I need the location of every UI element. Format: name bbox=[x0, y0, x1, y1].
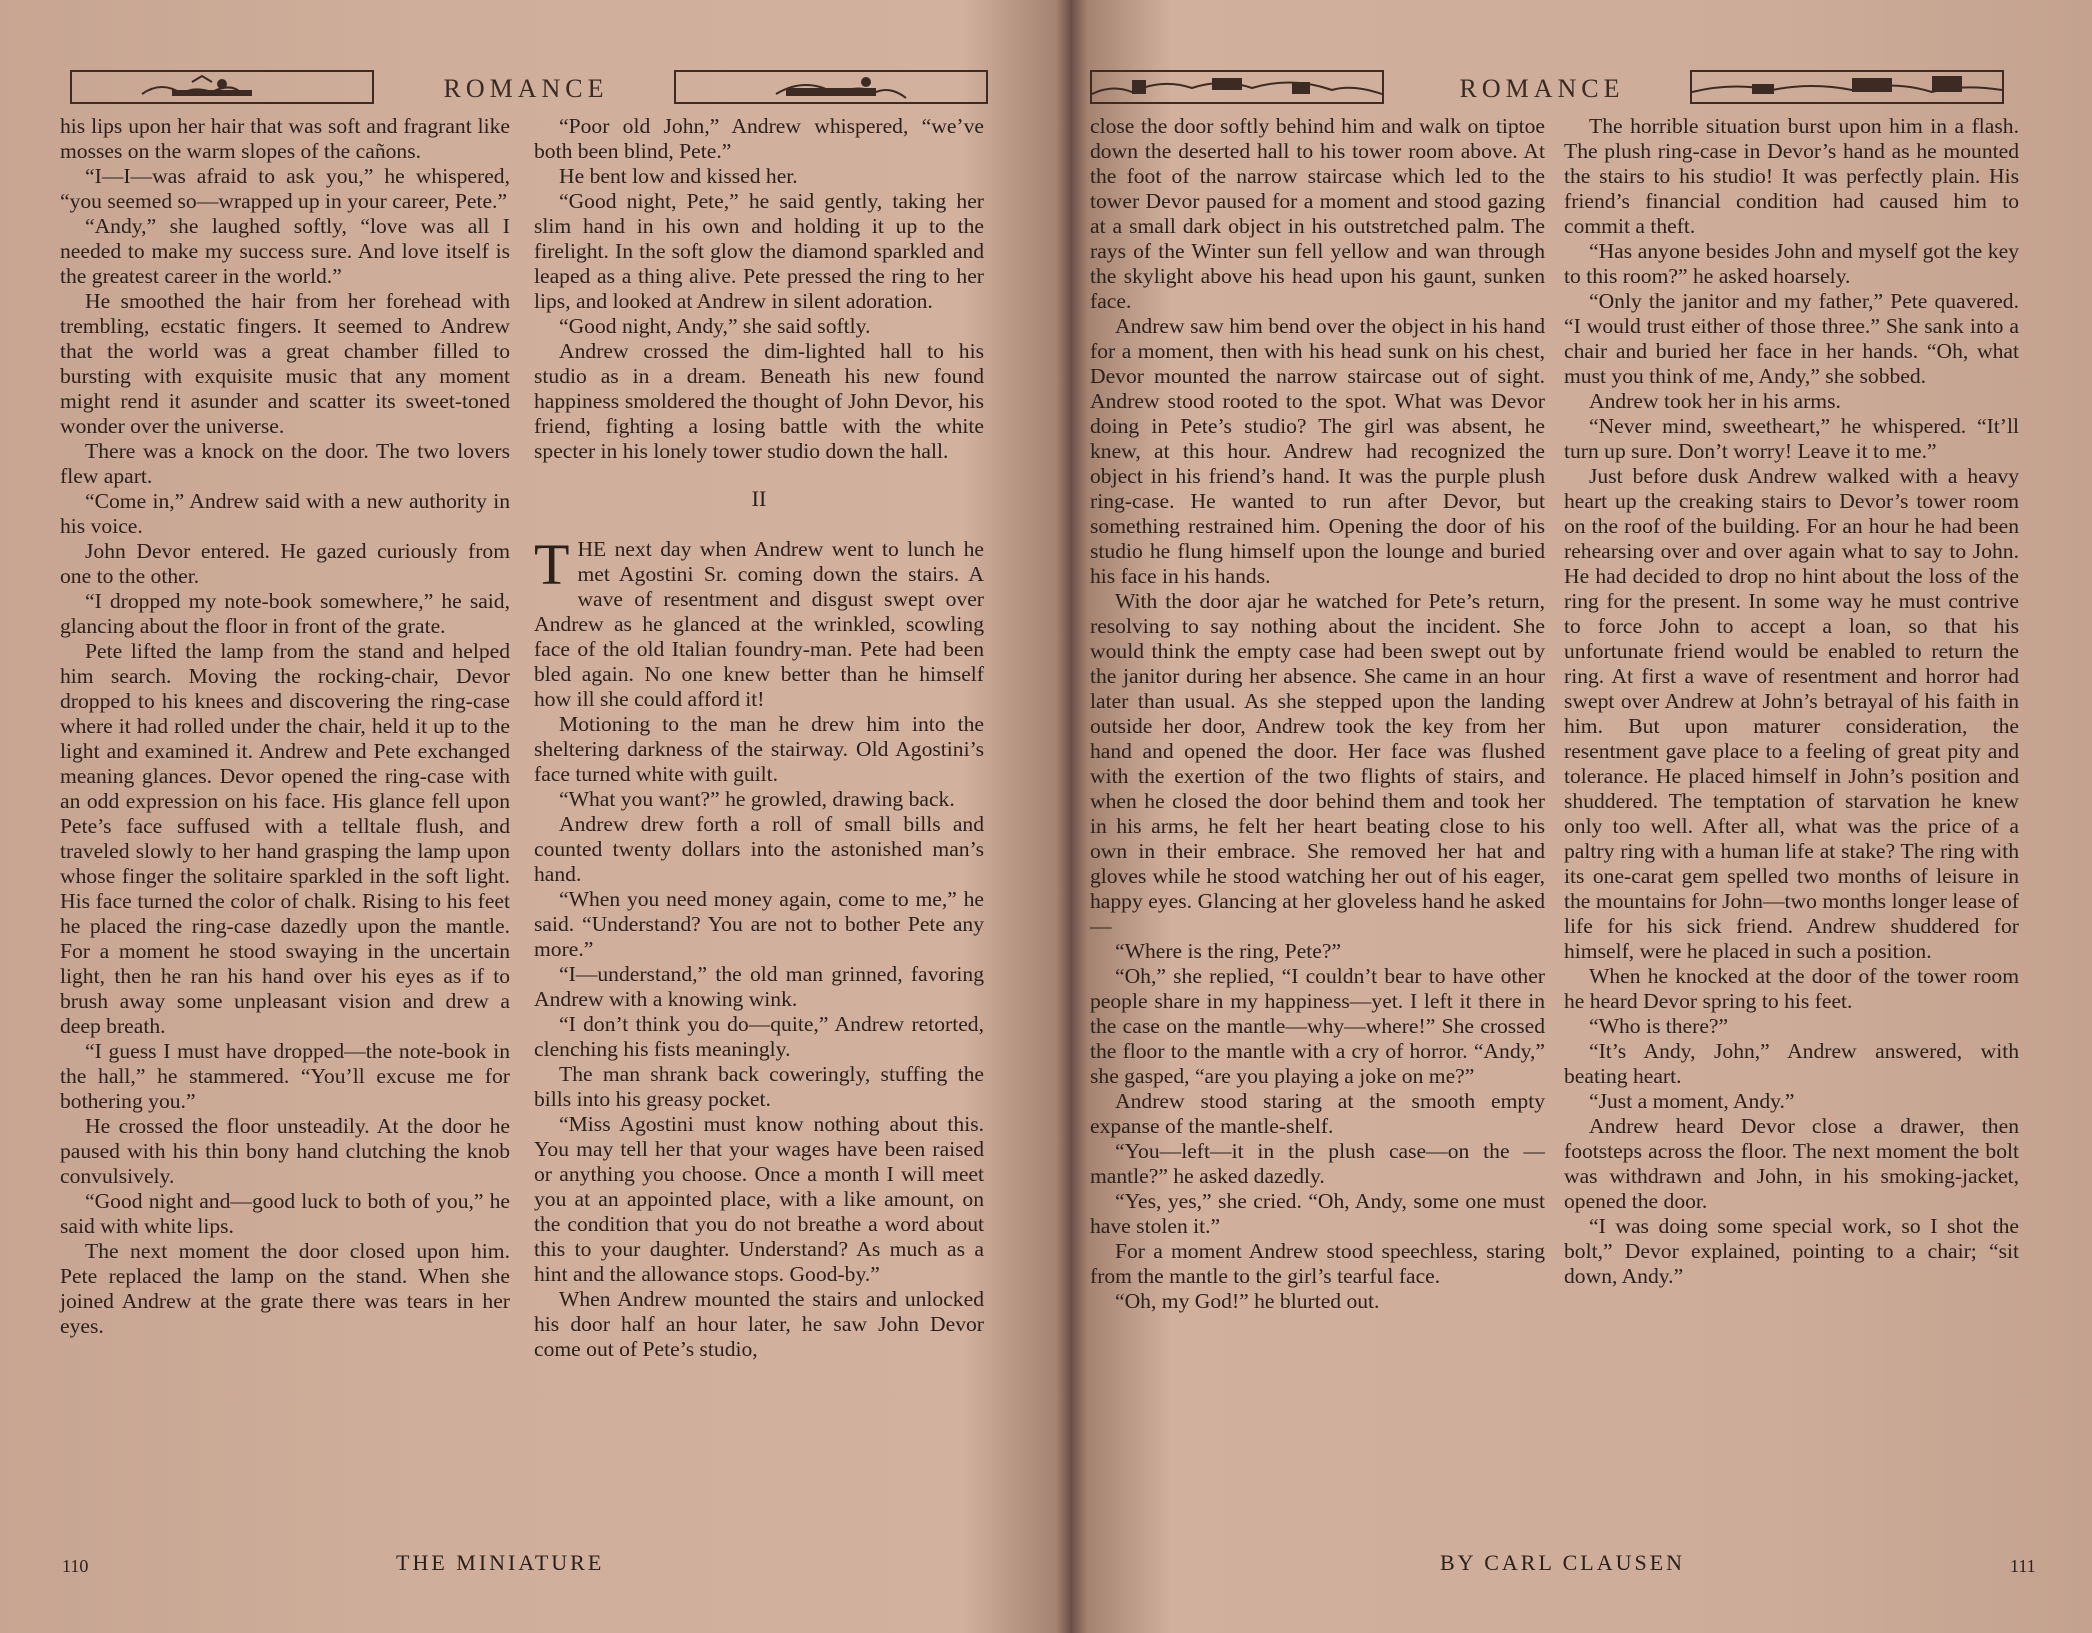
paragraph: “I—understand,” the old man grinned, favoring Andrew with a knowing wink. bbox=[534, 962, 984, 1011]
section-heading: II bbox=[751, 486, 767, 511]
right-column-2 bbox=[1564, 114, 2019, 1289]
paragraph: For a moment Andrew stood speechless, staring from the mantle to the girl’s tearful face. bbox=[1090, 1239, 1545, 1288]
left-running-head bbox=[0, 64, 1032, 114]
left-column-1 bbox=[60, 114, 510, 1339]
left-header-ornament-2 bbox=[674, 70, 988, 104]
paragraph: There was a knock on the door. The two lovers flew apart. bbox=[60, 439, 510, 488]
paragraph: “I was doing some special work, so I shot the bolt,” Devor explained, pointing to a chair; “sit down, Andy.” bbox=[1564, 1214, 2019, 1288]
paragraph: “It’s Andy, John,” Andrew answered, with beating heart. bbox=[1564, 1039, 2019, 1088]
paragraph: “Has anyone besides John and myself got the key to this room?” he asked hoarsely. bbox=[1564, 239, 2019, 288]
paragraph: With the door ajar he watched for Pete’s return, resolving to say nothing about the incident. She would think the empty case had been swept out by the janitor during her absence. She came in an hour later than usual. As she stepped upon the landing outside her door, Andrew took the key from her hand and opened the door. Her face was flushed with the exertion of the two flights of stairs, and when he closed the door behind them and took her in his arms, he felt her heart beating close to his own in their embrace. She removed her hat and gloves while he stood watching her out of his eager, happy eyes. Glancing at her gloveless hand he asked— bbox=[1090, 589, 1545, 938]
left-header-ornament-1 bbox=[70, 70, 374, 104]
paragraph: Andrew crossed the dim-lighted hall to his studio as in a dream. Beneath his new found happiness smoldered the thought of John Devor, his friend, fighting a losing battle with the white specter in his lonely tower studio down the hall. bbox=[534, 339, 984, 463]
paragraph: “Oh,” she replied, “I couldn’t bear to have other people share in my happiness—yet. I left it there in the case on the mantle—why—where!” She crossed the floor to the mantle with a cry of horror. “Andy,” she gasped, “are you playing a joke on me?” bbox=[1090, 964, 1545, 1088]
paragraph: Andrew took her in his arms. bbox=[1589, 389, 1841, 413]
paragraph: Just before dusk Andrew walked with a heavy heart up the creaking stairs to Devor’s tower room on the roof of the building. For an hour he had been rehearsing over and over again what to say to John. He had decided to drop no hint about the loss of the ring for the present. In some way he must contrive to force John to accept a loan, so that his unfortunate friend would be enabled to return the ring. At first a wave of resentment and horror had swept over Andrew at John’s betrayal of his faith in him. But upon maturer consideration, the resentment gave place to a feeling of great pity and tolerance. He placed himself in John’s position and shuddered. The temptation of starvation he knew only too well. After all, what was the price of a paltry ring with a human life at stake? The ring with its one-carat gem spelled two months of leisure in the mountains for John—two months longer lease of life for his sick friend. Andrew shuddered for himself, were he placed in such a position. bbox=[1564, 464, 2019, 963]
paragraph: Andrew drew forth a roll of small bills and counted twenty dollars into the astonished man’s hand. bbox=[534, 812, 984, 886]
paragraph: Andrew stood staring at the smooth empty expanse of the mantle-shelf. bbox=[1090, 1089, 1545, 1138]
left-running-head-title: ROMANCE bbox=[443, 74, 609, 103]
paragraph: close the door softly behind him and walk on tiptoe down the deserted hall to his tower room above. At the foot of the narrow staircase which led to the tower Devor paused for a moment and stood gazing at a small dark object in his outstretched palm. The rays of the Winter sun fell yellow and wan through the skylight above his head upon his gaunt, sunken face. bbox=[1090, 114, 1545, 313]
right-header-ornament-1 bbox=[1090, 70, 1384, 104]
paragraph: “Oh, my God!” he blurted out. bbox=[1115, 1289, 1380, 1313]
paragraph: “I—I—was afraid to ask you,” he whispered, “you seemed so—wrapped up in your career, Pete.” bbox=[60, 164, 510, 213]
right-footer bbox=[1060, 1550, 2092, 1590]
paragraph: The horrible situation burst upon him in a flash. The plush ring-case in Devor’s hand as he mounted the stairs to his studio! It was perfectly plain. His friend’s financial condition had caused him to commit a theft. bbox=[1564, 114, 2019, 238]
paragraph: “Come in,” Andrew said with a new authority in his voice. bbox=[60, 489, 510, 538]
right-column-1 bbox=[1090, 114, 1545, 1314]
drop-cap: T bbox=[534, 532, 570, 597]
right-page bbox=[1060, 0, 2092, 1633]
left-column-2 bbox=[534, 114, 984, 1362]
paragraph: “I dropped my note-book somewhere,” he said, glancing about the floor in front of the grate. bbox=[60, 589, 510, 638]
paragraph: “Yes, yes,” she cried. “Oh, Andy, some one must have stolen it.” bbox=[1090, 1189, 1545, 1238]
dropcap-paragraph-text: HE next day when Andrew went to lunch he met Agostini Sr. coming down the stairs. A wave of resentment and disgust swept over Andrew as he glanced at the wrinkled, scowling face of the old Italian foundry-man. Pete had been bled again. No one knew better than he himself how ill she could afford it! bbox=[534, 537, 984, 711]
right-header-ornament-2 bbox=[1690, 70, 2004, 104]
paragraph: “Where is the ring, Pete?” bbox=[1115, 939, 1342, 963]
paragraph: “Poor old John,” Andrew whispered, “we’ve both been blind, Pete.” bbox=[534, 114, 984, 163]
paragraph: When he knocked at the door of the tower room he heard Devor spring to his feet. bbox=[1564, 964, 2019, 1013]
paragraph: “Just a moment, Andy.” bbox=[1589, 1089, 1795, 1113]
paragraph: his lips upon her hair that was soft and fragrant like mosses on the warm slopes of the cañons. bbox=[60, 114, 510, 163]
paragraph: “Good night and—good luck to both of you,” he said with white lips. bbox=[60, 1189, 510, 1238]
paragraph: “I don’t think you do—quite,” Andrew retorted, clenching his fists meaningly. bbox=[534, 1012, 984, 1061]
right-running-head bbox=[1060, 64, 2092, 114]
paragraph: The next moment the door closed upon him. Pete replaced the lamp on the stand. When she joined Andrew at the grate there was tears in her eyes. bbox=[60, 1239, 510, 1338]
paragraph: Pete lifted the lamp from the stand and helped him search. Moving the rocking-chair, Devor dropped to his knees and discovering the ring-case where it had rolled under the chair, held it up to the light and examined it. Andrew and Pete exchanged meaning glances. Devor opened the ring-case with an odd expression on his face. His glance fell upon Pete’s face suffused with a telltale flush, and traveled slowly to her hand grasping the lamp upon whose finger the solitaire sparkled in the soft light. His face turned the color of chalk. Rising to his feet he placed the ring-case dazedly upon the mantle. For a moment he stood swaying in the uncertain light, then he ran his hand over his eyes as if to brush away some unpleasant vision and drew a deep breath. bbox=[60, 639, 510, 1038]
right-running-head-title: ROMANCE bbox=[1459, 74, 1625, 103]
paragraph: The man shrank back coweringly, stuffing the bills into his greasy pocket. bbox=[534, 1062, 984, 1111]
page-number: 110 bbox=[62, 1556, 89, 1576]
paragraph: “Who is there?” bbox=[1589, 1014, 1729, 1038]
paragraph: Andrew saw him bend over the object in his hand for a moment, then with his head sunk on his chest, Devor mounted the narrow staircase out of sight. Andrew stood rooted to the spot. What was Devor doing in Pete’s studio? The girl was absent, he knew, at this hour. Andrew had recognized the object in his friend’s hand. It was the purple plush ring-case. He wanted to run after Devor, but something restrained him. Opening the door of his studio he flung himself upon the lounge and buried his face in his hands. bbox=[1090, 314, 1545, 588]
paragraph: “Good night, Andy,” she said softly. bbox=[559, 314, 871, 338]
paragraph: “Never mind, sweetheart,” he whispered. “It’ll turn up sure. Don’t worry! Leave it to me.” bbox=[1564, 414, 2019, 463]
left-footer bbox=[0, 1550, 1032, 1590]
paragraph: “Only the janitor and my father,” Pete quavered. “I would trust either of those three.” She sank into a chair and buried her face in her hands. “Oh, what must you think of me, Andy,” she sobbed. bbox=[1564, 289, 2019, 388]
paragraph: “Andy,” she laughed softly, “love was all I needed to make my success sure. And love itself is the greatest career in the world.” bbox=[60, 214, 510, 288]
paragraph: Motioning to the man he drew him into the sheltering darkness of the stairway. Old Agostini’s face turned white with guilt. bbox=[534, 712, 984, 786]
dropcap-paragraph bbox=[534, 532, 984, 712]
paragraph: He smoothed the hair from her forehead with trembling, ecstatic fingers. It seemed to Andrew that the world was a great chamber filled to bursting with exquisite music that any moment might rend it asunder and scatter its sweet-toned wonder over the universe. bbox=[60, 289, 510, 438]
paragraph: “You—left—it in the plush case—on the —mantle?” he asked dazedly. bbox=[1090, 1139, 1545, 1188]
paragraph: When Andrew mounted the stairs and unlocked his door half an hour later, he saw John Devor come out of Pete’s studio, bbox=[534, 1287, 984, 1361]
paragraph: “When you need money again, come to me,” he said. “Understand? You are not to bother Pete any more.” bbox=[534, 887, 984, 961]
paragraph: “Good night, Pete,” he said gently, taking her slim hand in his own and holding it up to the firelight. In the soft glow the diamond sparkled and leaped as a thing alive. Pete pressed the ring to her lips, and looked at Andrew in silent adoration. bbox=[534, 189, 984, 313]
paragraph: “What you want?” he growled, drawing back. bbox=[559, 787, 955, 811]
author-byline: BY CARL CLAUSEN bbox=[1440, 1550, 1686, 1575]
paragraph: He bent low and kissed her. bbox=[559, 164, 798, 188]
paragraph: He crossed the floor unsteadily. At the door he paused with his thin bony hand clutching the knob convulsively. bbox=[60, 1114, 510, 1188]
left-page bbox=[0, 0, 1032, 1633]
paragraph: Andrew heard Devor close a drawer, then footsteps across the floor. The next moment the bolt was withdrawn and John, in his smoking-jacket, opened the door. bbox=[1564, 1114, 2019, 1213]
page-number: 111 bbox=[2010, 1556, 2036, 1576]
magazine-title: THE MINIATURE bbox=[396, 1550, 605, 1575]
paragraph: John Devor entered. He gazed curiously from one to the other. bbox=[60, 539, 510, 588]
paragraph: “Miss Agostini must know nothing about this. You may tell her that your wages have been raised or anything you choose. Once a month I will meet you at an appointed place, with a like amount, on the condition that you do not breathe a word about this to your daughter. Understand? As much as a hint and the allowance stops. Good-by.” bbox=[534, 1112, 984, 1286]
paragraph: “I guess I must have dropped—the note-book in the hall,” he stammered. “You’ll excuse me for bothering you.” bbox=[60, 1039, 510, 1113]
